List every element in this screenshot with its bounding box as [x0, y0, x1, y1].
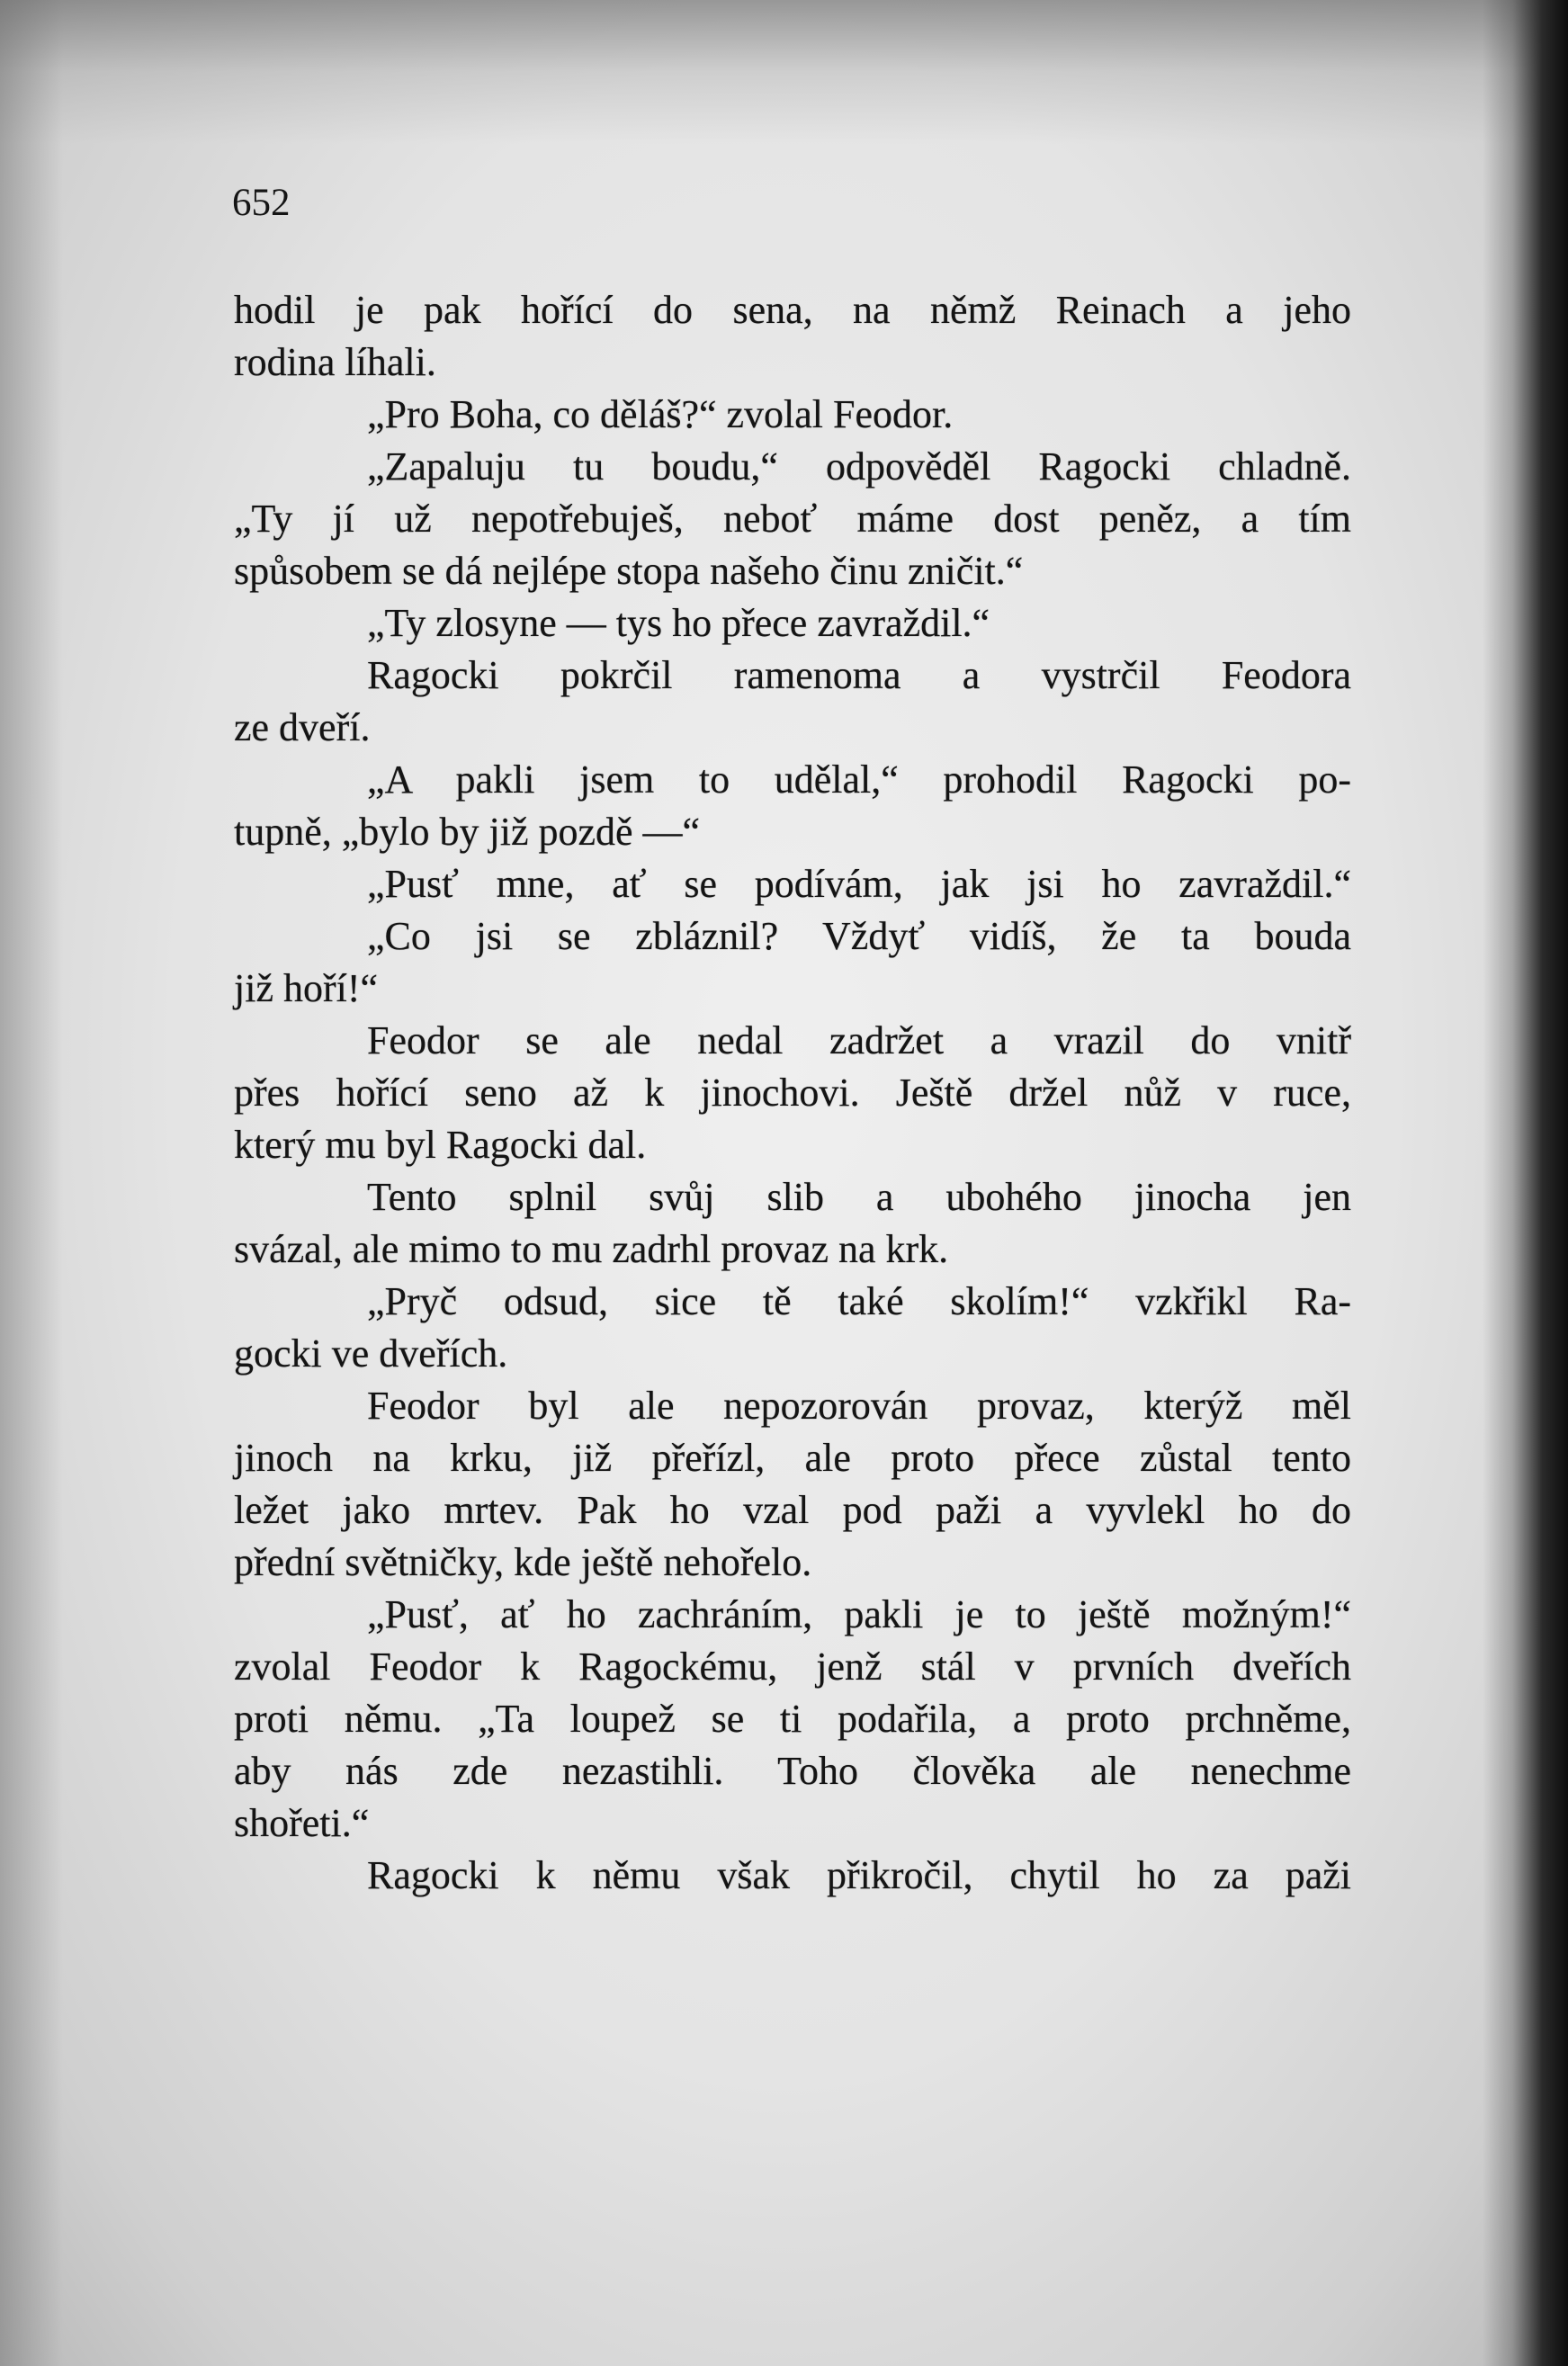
text-line: „Ty jí už nepotřebuješ, neboť máme dost peněz, a tím — [234, 497, 1351, 541]
text-line: Feodor byl ale nepozorován provaz, kterýž měl — [367, 1384, 1351, 1428]
text-line: jinoch na krku, již přeřízl, ale proto přece zůstal tento — [234, 1436, 1351, 1480]
text-line: „Pryč odsud, sice tě také skolím!“ vzkřikl Ra- — [367, 1279, 1351, 1323]
text-line: „Ty zlosyne — tys ho přece zavraždil.“ — [367, 601, 990, 645]
text-line: ze dveří. — [234, 705, 371, 749]
text-line: již hoří!“ — [234, 966, 379, 1010]
page-left-shadow — [0, 0, 63, 2366]
text-line: proti němu. „Ta loupež se ti podařila, a proto prchněme, — [234, 1697, 1351, 1741]
text-line: zvolal Feodor k Ragockému, jenž stál v prvních dveřích — [234, 1645, 1351, 1689]
text-line: spůsobem se dá nejlépe stopa našeho činu zničit.“ — [234, 549, 1024, 593]
page-top-shadow — [0, 0, 1568, 144]
page-right-shadow — [1483, 0, 1568, 2366]
text-line: tupně, „bylo by již pozdě —“ — [234, 810, 701, 854]
text-line: Feodor se ale nedal zadržet a vrazil do vnitř — [367, 1018, 1351, 1062]
text-line: Ragocki k němu však přikročil, chytil ho za paži — [367, 1853, 1351, 1897]
text-line: ležet jako mrtev. Pak ho vzal pod paži a vyvlekl ho do — [234, 1488, 1351, 1532]
body-text — [234, 284, 1351, 1902]
text-line: aby nás zde nezastihli. Toho člověka ale nenechme — [234, 1749, 1351, 1793]
text-line: Tento splnil svůj slib a ubohého jinocha jen — [367, 1175, 1351, 1219]
text-line: „A pakli jsem to udělal,“ prohodil Ragocki po- — [367, 757, 1351, 802]
text-line: „Pusť, ať ho zachráním, pakli je to ještě možným!“ — [367, 1592, 1351, 1636]
text-line: shořeti.“ — [234, 1801, 370, 1845]
text-line: „Zapaluju tu boudu,“ odpověděl Ragocki chladně. — [367, 444, 1351, 488]
text-line: rodina líhali. — [234, 340, 436, 384]
text-line: Ragocki pokrčil ramenoma a vystrčil Feodora — [367, 653, 1351, 697]
text-line: hodil je pak hořící do sena, na němž Reinach a jeho — [234, 288, 1351, 332]
text-line: „Pro Boha, co děláš?“ zvolal Feodor. — [367, 392, 954, 436]
text-line: „Pusť mne, ať se podívám, jak jsi ho zavraždil.“ — [367, 862, 1351, 906]
text-line: „Co jsi se zbláznil? Vždyť vidíš, že ta bouda — [367, 914, 1351, 958]
text-line: přední světničky, kde ještě nehořelo. — [234, 1540, 812, 1584]
text-line: přes hořící seno až k jinochovi. Ještě držel nůž v ruce, — [234, 1071, 1351, 1115]
text-line: svázal, ale mimo to mu zadrhl provaz na krk. — [234, 1227, 949, 1271]
text-line: který mu byl Ragocki dal. — [234, 1123, 647, 1167]
page-number: 652 — [232, 182, 291, 224]
text-line: gocki ve dveřích. — [234, 1331, 508, 1376]
